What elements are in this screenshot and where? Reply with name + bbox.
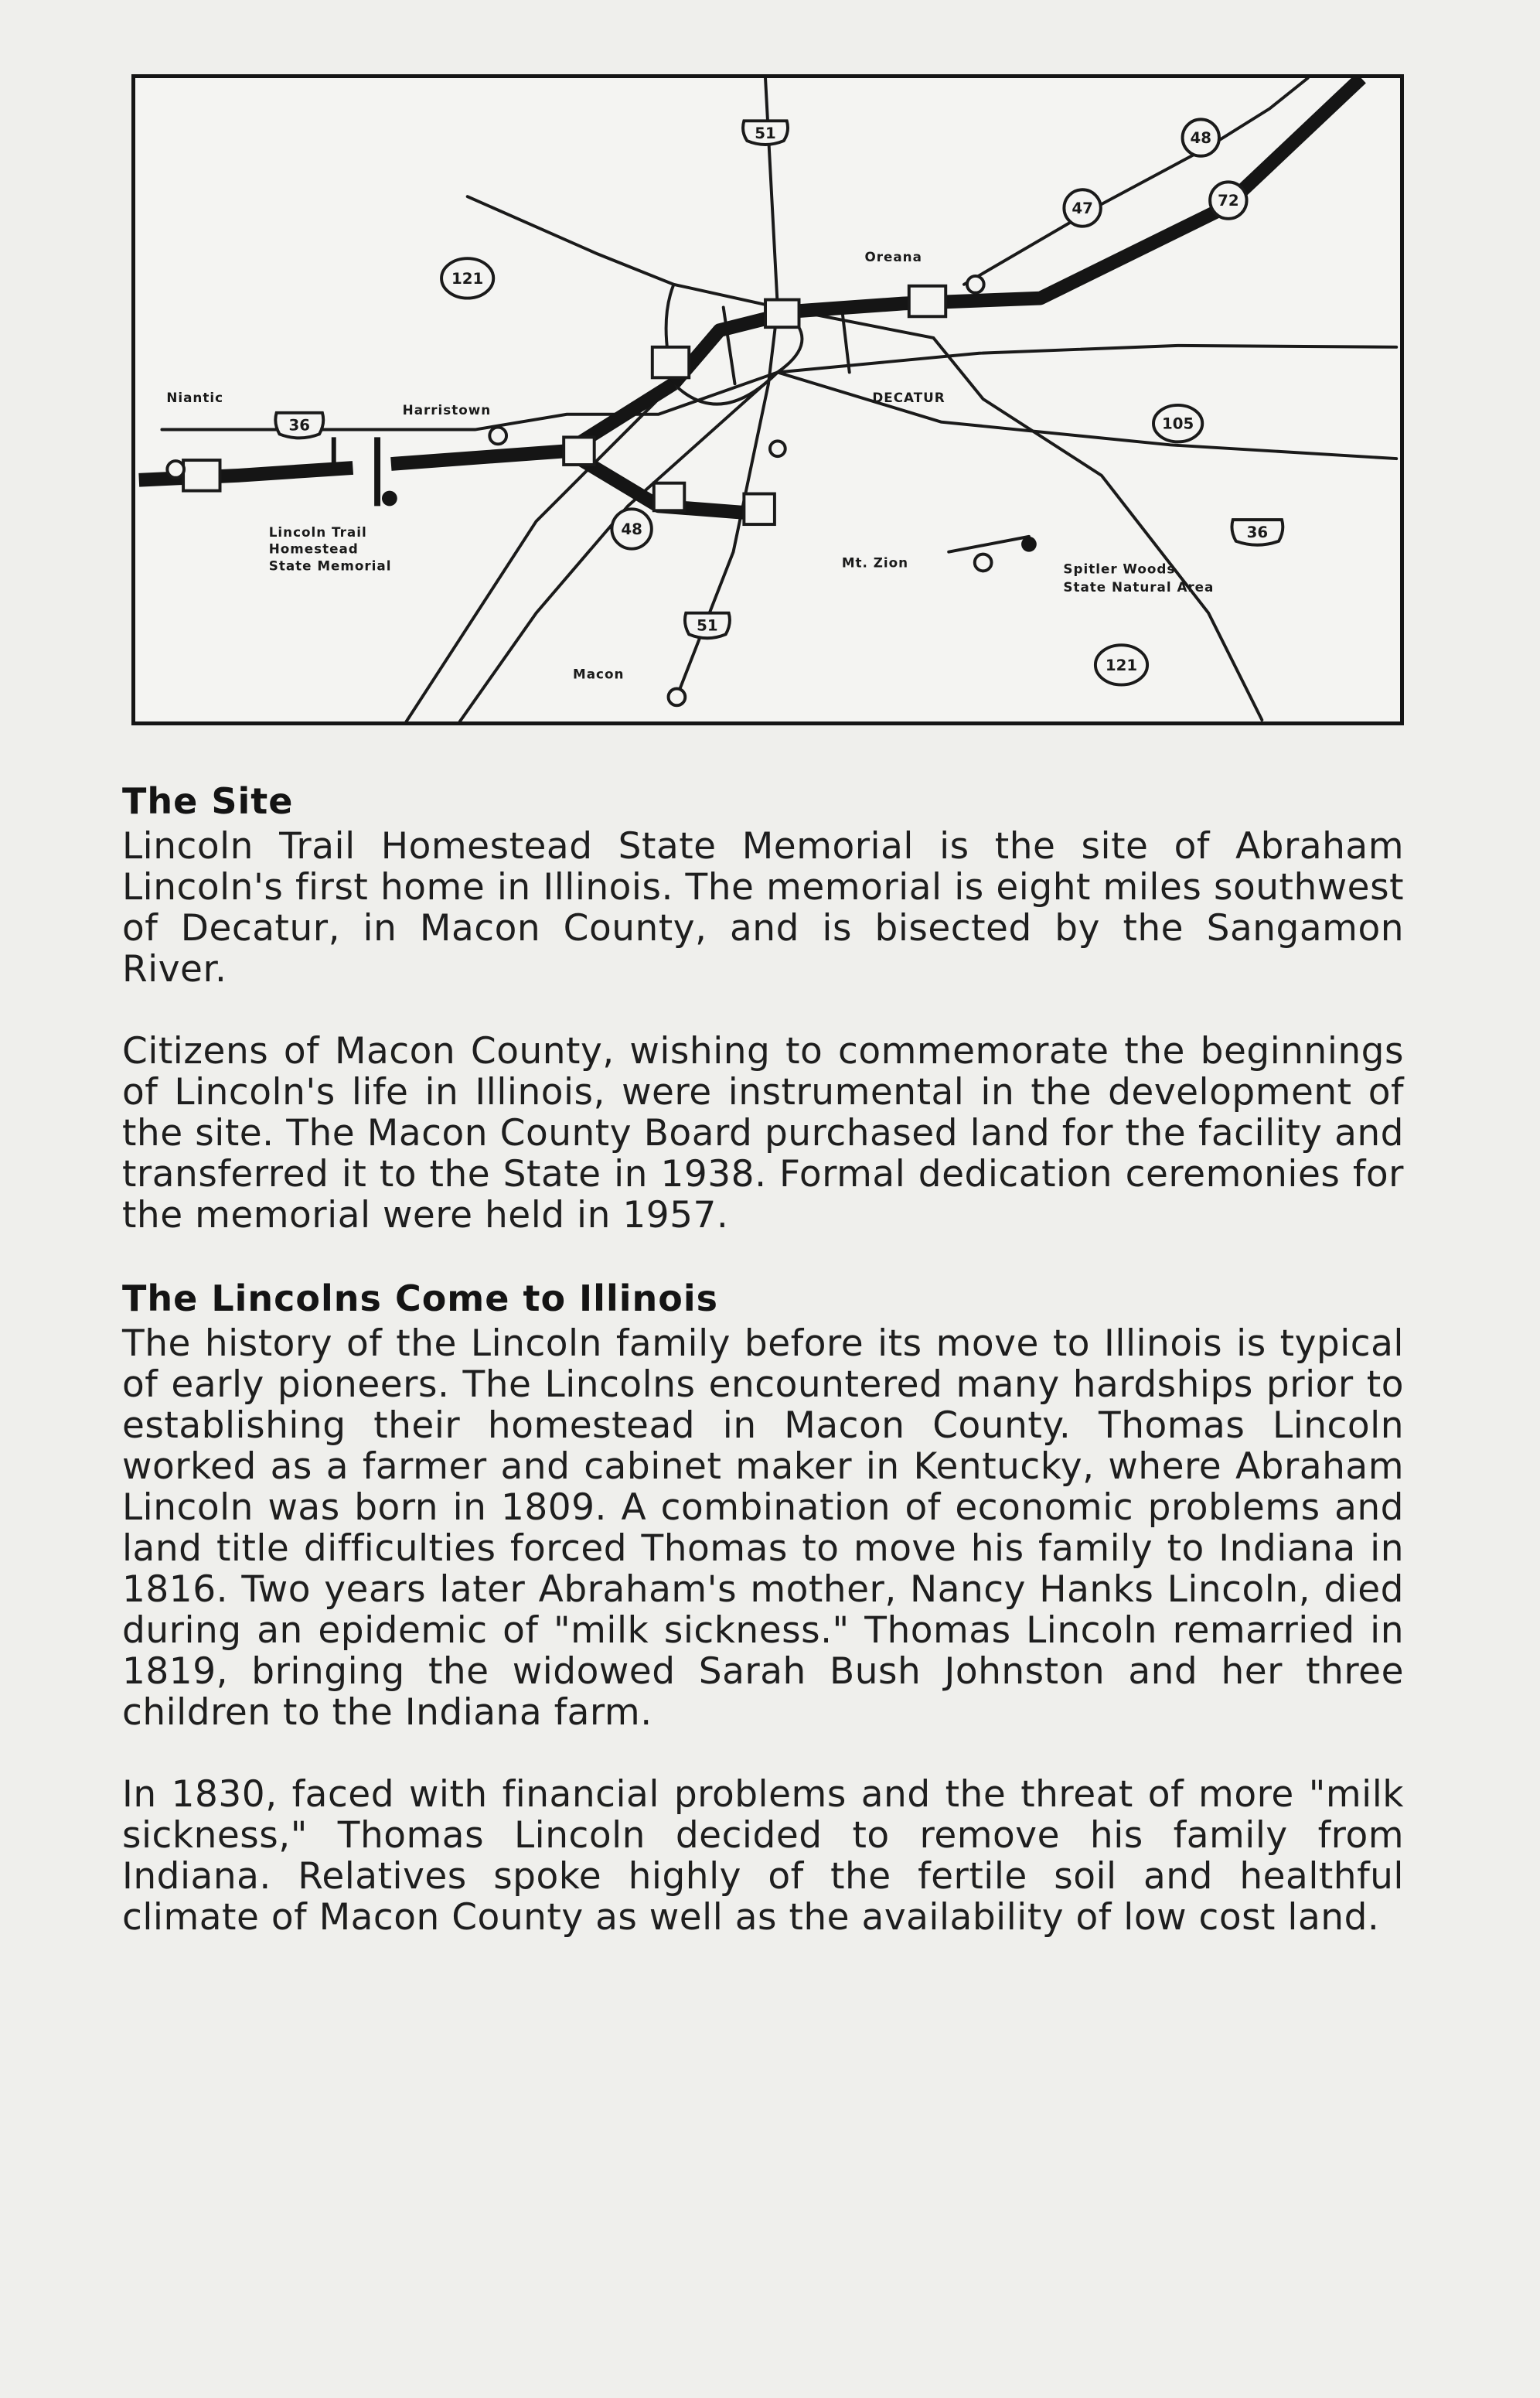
route-51-number: 51 [697,616,718,635]
route-36-number: 36 [1246,523,1269,541]
paragraph: Citizens of Macon County, wishing to commemorate the beginnings of Lincoln's life in Illinois, were instrumental in the development of the site. The Macon County Board purchased land for the facility and transferred it to the State in 1938. Formal dedication ceremonies for the memorial were held in 1957. [122,1030,1404,1237]
interchange-marker [564,437,595,465]
route-105-road [778,346,1396,373]
article-body [122,779,1404,1938]
interchange-marker [183,460,220,491]
paragraph: In 1830, faced with financial problems and the threat of more "milk sickness," Thomas Lincoln decided to remove his family from Indiana. Relatives spoke highly of the fertile soil and healthful climate of Macon County as well as the availability of low cost land. [122,1773,1404,1939]
section-the-site [122,779,1404,1236]
decatur-street [724,307,735,384]
mt-zion-label: Mt. Zion [841,554,909,571]
memorial-label-line2: Homestead [268,541,359,557]
interstate-72-mid [391,384,674,464]
macon-label: Macon [573,666,625,682]
niantic-label: Niantic [166,389,224,405]
route-48-number: 48 [1190,128,1212,147]
memorial-dot-icon [382,491,397,507]
spitler-label-line1: Spitler Woods [1063,561,1176,577]
mt-zion-town-marker [975,554,992,571]
harristown-label: Harristown [402,401,492,418]
route-36-number: 36 [288,416,311,435]
spitler-connector-road [949,537,1029,552]
route-105-number: 105 [1162,414,1194,433]
interchange-marker [744,494,775,525]
section-lincolns-come-to-illinois [122,1277,1404,1938]
section-heading: The Lincolns Come to Illinois [122,1277,718,1319]
route-36-west-road [162,372,777,429]
decatur-street [842,307,850,372]
interchange-marker [654,483,685,511]
route-121-number: 121 [1105,656,1138,674]
decatur-junction-marker [770,441,785,456]
memorial-label-line1: Lincoln Trail [268,524,367,540]
route-48-road [407,384,674,721]
macon-town-marker [669,689,686,706]
niantic-town-marker [167,461,184,478]
route-72-number: 72 [1218,192,1239,210]
route-121-north-road [468,196,778,307]
interchange-marker [765,300,799,328]
route-51-number: 51 [755,125,776,143]
location-map [131,74,1404,725]
decatur-label: DECATUR [872,389,945,405]
harristown-town-marker [489,428,506,445]
map-graphic [135,78,1400,721]
route-121-number: 121 [451,269,484,288]
oreana-town-marker [967,276,984,293]
route-47-number: 47 [1072,199,1093,217]
interchange-marker [652,347,689,378]
spitler-label-line2: State Natural Area [1063,579,1215,595]
route-48-number: 48 [621,520,642,538]
oreana-label: Oreana [864,249,922,265]
paragraph: The history of the Lincoln family before its move to Illinois is typical of early pioneers. The Lincolns encountered many hardships prior to establishing their homestead in Macon County. Thomas Lincoln worked as a farmer and cabinet maker in Kentucky, where Abraham Lincoln was born in 1809. A combination of economic problems and land title difficulties forced Thomas to move his family to Indiana in 1816. Two years later Abraham's mother, Nancy Hanks Lincoln, died during an epidemic of "milk sickness." Thomas Lincoln remarried in 1819, bringing the widowed Sarah Bush Johnston and her three children to the Indiana farm. [122,1322,1404,1734]
spitler-dot-icon [1021,537,1037,552]
interchange-marker [909,286,945,317]
paragraph: Lincoln Trail Homestead State Memorial is the site of Abraham Lincoln's first home in Illinois. The memorial is eight miles southwest of Decatur, in Macon County, and is bisected by the Sangamon River. [122,825,1404,991]
memorial-label-line3: State Memorial [268,558,392,574]
route-36-east-road [778,372,1396,459]
section-heading: The Site [122,780,294,822]
